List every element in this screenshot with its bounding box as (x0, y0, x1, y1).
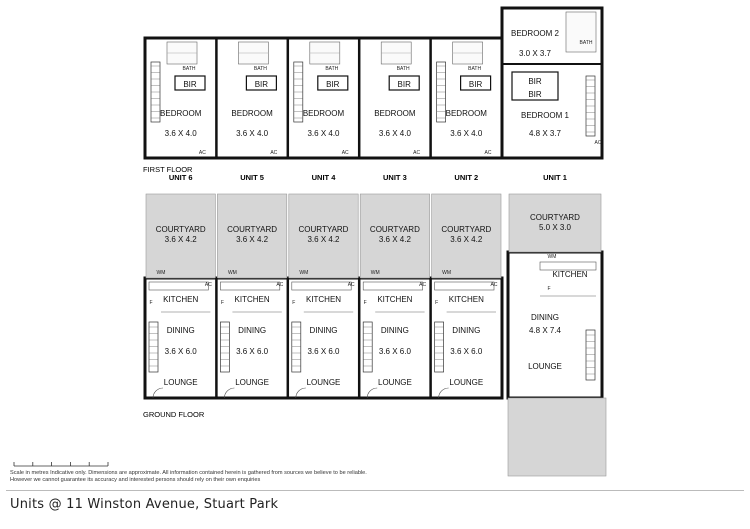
lounge-label: LOUNGE (378, 378, 412, 387)
kitchen-label: KITCHEN (552, 270, 588, 279)
first-floor-label: FIRST FLOOR (143, 165, 193, 174)
dining-label: DINING (452, 326, 481, 335)
courtyard-size: 3.6 X 4.2 (307, 235, 340, 244)
bir-label: BIR (528, 77, 542, 86)
unit-name: UNIT 3 (383, 173, 407, 182)
ac-label: AC (490, 282, 498, 288)
unit-name: UNIT 4 (311, 173, 336, 182)
lounge-label: LOUNGE (449, 378, 484, 387)
dining-label: DINING (166, 326, 195, 335)
stair (435, 322, 444, 372)
ac-label: AC (341, 150, 349, 156)
wm-label: WM (299, 270, 309, 276)
lounge-label: LOUNGE (235, 378, 269, 387)
courtyard-size: 3.6 X 4.2 (236, 235, 269, 244)
stair (220, 322, 229, 372)
kitchen-bench (292, 282, 351, 290)
kitchen-label: KITCHEN (448, 295, 484, 304)
courtyard-size: 3.6 X 4.2 (378, 235, 411, 244)
ac-label: AC (594, 140, 602, 146)
bedroom-size: 3.6 X 4.0 (450, 129, 483, 138)
stair (292, 322, 301, 372)
courtyard-label: COURTYARD (227, 225, 278, 234)
bedroom-label: BEDROOM (231, 109, 273, 118)
divider (6, 490, 744, 491)
ac-label: AC (413, 150, 421, 156)
fridge-label: F (435, 300, 439, 306)
lounge-label: LOUNGE (306, 378, 341, 387)
kitchen-label: KITCHEN (163, 295, 199, 304)
ground-floor-label: GROUND FLOOR (143, 410, 205, 419)
bir-label: BIR (254, 80, 269, 89)
bir-label: BIR (326, 80, 340, 89)
courtyard-label: COURTYARD (530, 213, 580, 222)
bedroom-size: 3.6 X 4.0 (236, 129, 269, 138)
ac-label: AC (419, 282, 427, 288)
unit-name: UNIT 5 (240, 173, 264, 182)
bedroom-size: 3.6 X 4.0 (164, 129, 197, 138)
bath-label: BATH (325, 66, 339, 72)
kitchen-label: KITCHEN (234, 295, 270, 304)
dining-size: 3.6 X 6.0 (236, 347, 269, 356)
ac-label: AC (484, 150, 492, 156)
bath-label: BATH (468, 66, 482, 72)
dining-size: 3.6 X 6.0 (164, 347, 197, 356)
dining-size: 3.6 X 6.0 (378, 347, 411, 356)
ac-label: AC (347, 282, 355, 288)
bir-label: BIR (397, 80, 411, 89)
kitchen-bench (363, 282, 422, 290)
fridge-label: F (547, 286, 551, 292)
fridge-label: F (363, 300, 367, 306)
ac-label: AC (198, 150, 206, 156)
courtyard-label: COURTYARD (298, 225, 349, 234)
bath-label: BATH (396, 66, 410, 72)
fridge-label: F (292, 300, 296, 306)
wm-label: WM (370, 270, 380, 276)
kitchen-label: KITCHEN (377, 295, 413, 304)
bir-label: BIR (183, 80, 197, 89)
kitchen-label: KITCHEN (305, 295, 342, 304)
ac-label: AC (204, 282, 212, 288)
wm-label: WM (227, 270, 237, 276)
bedroom2-size: 3.0 X 3.7 (518, 49, 552, 58)
bath-label: BATH (253, 66, 267, 72)
bedroom-label: BEDROOM (160, 109, 202, 118)
bedroom2-label: BEDROOM 2 (510, 29, 560, 38)
wm-label: WM (442, 270, 452, 276)
lounge-label: LOUNGE (528, 362, 562, 371)
bedroom1-size: 4.8 X 3.7 (528, 129, 562, 138)
courtyard-label: COURTYARD (155, 225, 206, 234)
page-caption: Units @ 11 Winston Avenue, Stuart Park (10, 497, 279, 512)
unit-name: UNIT 2 (454, 173, 479, 182)
bath-label: BATH (579, 40, 593, 46)
unit-name: UNIT 6 (168, 173, 193, 182)
bedroom1-label: BEDROOM 1 (520, 111, 570, 120)
dining-size: 3.6 X 6.0 (307, 347, 340, 356)
stair (363, 322, 372, 372)
kitchen-bench (220, 282, 279, 290)
bath-label: BATH (182, 66, 196, 72)
dining-label: DINING (309, 326, 338, 335)
courtyard-size: 5.0 X 3.0 (538, 223, 572, 232)
bedroom-label: BEDROOM (445, 109, 487, 118)
dining-label: DINING (238, 326, 267, 335)
dining-size: 3.6 X 6.0 (450, 347, 483, 356)
unit-name: UNIT 1 (543, 173, 567, 182)
disclaimer: Scale in metres Indicative only. Dimensions are approximate. All information contained herein is gathered from sources we believe to be reliable. However we cannot guarantee its accuracy and interested persons should rely on their own enquiries (10, 470, 367, 483)
bedroom-size: 3.6 X 4.0 (378, 129, 411, 138)
ac-label: AC (270, 150, 278, 156)
dining-label: DINING (380, 326, 409, 335)
ac-label: AC (276, 282, 284, 288)
bir-label: BIR (468, 80, 483, 89)
kitchen-bench (435, 282, 494, 290)
stair (149, 322, 158, 372)
stair (586, 330, 595, 380)
wm-label: WM (547, 254, 557, 260)
fridge-label: F (220, 300, 224, 306)
bedroom-label: BEDROOM (374, 109, 416, 118)
kitchen-bench (540, 262, 596, 270)
bedroom-size: 3.6 X 4.0 (307, 129, 340, 138)
bedroom-label: BEDROOM (302, 109, 345, 118)
dining-label: DINING (531, 313, 559, 322)
courtyard-label: COURTYARD (441, 225, 492, 234)
courtyard-label: COURTYARD (369, 225, 420, 234)
kitchen-bench (149, 282, 208, 290)
bir-label: BIR (528, 90, 542, 99)
bath-room (566, 12, 596, 52)
courtyard-size: 3.6 X 4.2 (450, 235, 483, 244)
carport-area (508, 398, 606, 476)
fridge-label: F (149, 300, 153, 306)
wm-label: WM (156, 270, 166, 276)
courtyard-size: 3.6 X 4.2 (164, 235, 197, 244)
lounge-label: LOUNGE (163, 378, 198, 387)
dining-size: 4.8 X 7.4 (528, 326, 562, 335)
